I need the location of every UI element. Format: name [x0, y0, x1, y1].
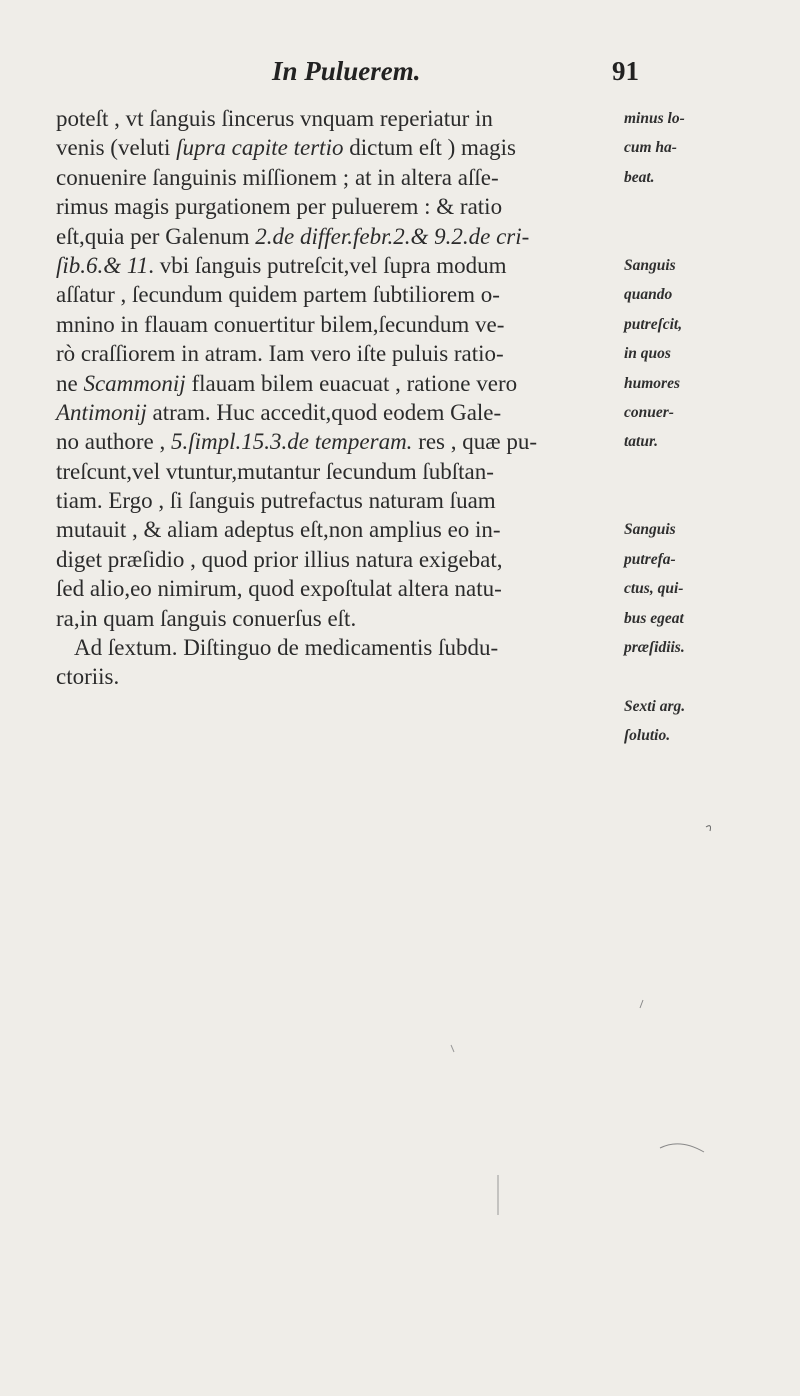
ink-speck	[640, 1000, 643, 1008]
text-line	[56, 339, 622, 368]
italic-citation: Scammonij	[83, 370, 186, 396]
ink-speck	[451, 1045, 454, 1052]
text-segment: rò craſſiorem in atram. Iam vero iſte puluis ratio-	[56, 341, 504, 367]
margin-note-line: humores	[624, 374, 680, 392]
margin-note-line: beat.	[624, 168, 655, 186]
text-line	[56, 104, 622, 133]
text-line	[56, 486, 622, 515]
text-line	[56, 163, 622, 192]
text-segment: ſed alio,eo nimirum, quod expoſtulat altera natu-	[56, 576, 502, 602]
text-line	[56, 222, 622, 251]
margin-note-line: ſolutio.	[624, 727, 671, 745]
text-segment: diget præſidio , quod prior illius natura exigebat,	[56, 546, 503, 572]
text-line	[56, 574, 622, 603]
margin-note-line: Sanguis	[624, 521, 676, 539]
text-segment: Ad ſextum. Diſtinguo de medicamentis ſubdu-	[74, 635, 499, 661]
text-segment: ne	[56, 370, 84, 396]
margin-note-line: quando	[624, 286, 673, 304]
text-segment: dictum eſt ) magis	[343, 135, 516, 161]
text-segment: aſſatur , ſecundum quidem partem ſubtiliorem o-	[56, 282, 500, 308]
margin-note-line: putrefa-	[624, 550, 676, 568]
page-number: 91	[612, 56, 639, 86]
margin-note-line: in quos	[624, 345, 671, 363]
margin-note-line: ctus, qui-	[624, 580, 684, 598]
text-segment: no authore ,	[56, 429, 171, 455]
running-title: In Puluerem.	[272, 56, 421, 86]
margin-note-line: minus lo-	[624, 110, 685, 127]
text-line	[56, 280, 622, 309]
italic-citation: 5.ſimpl.15.3.de temperam.	[170, 429, 413, 455]
text-line	[56, 251, 622, 280]
text-line	[56, 545, 622, 574]
margin-note-line: Sexti arg.	[624, 697, 686, 715]
margin-note-line: Sanguis	[624, 256, 676, 274]
text-line	[56, 604, 622, 633]
margin-note-line: cum ha-	[624, 139, 677, 157]
text-segment: poteſt , vt ſanguis ſincerus vnquam reperiatur in	[56, 106, 493, 131]
margin-notes	[624, 104, 794, 751]
margin-note-line: bus egeat	[624, 609, 684, 627]
text-segment: eſt,quia per Galenum	[56, 223, 256, 249]
text-line	[56, 310, 622, 339]
text-segment: ra,in quam ſanguis conuerſus eſt.	[56, 605, 357, 631]
text-line	[56, 369, 622, 398]
ink-speck	[706, 826, 711, 831]
text-segment: venis (veluti	[56, 135, 177, 161]
ink-speck	[660, 1144, 704, 1152]
text-segment: conuenire ſanguinis miſſionem ; at in altera aſſe-	[56, 164, 499, 190]
text-line	[56, 192, 622, 221]
margin-note-line: præſidiis.	[624, 639, 685, 657]
text-line	[56, 515, 622, 544]
margin-note-line	[624, 192, 794, 221]
text-segment: tiam. Ergo , ſi ſanguis putrefactus naturam ſuam	[56, 488, 496, 514]
text-segment: rimus magis purgationem per puluerem : & ratio	[56, 194, 503, 220]
margin-note-line	[624, 662, 794, 691]
margin-note-line	[624, 457, 794, 486]
main-text-block	[56, 104, 622, 692]
text-line	[56, 427, 622, 456]
margin-note-line	[624, 486, 794, 515]
margin-note-line: conuer-	[624, 403, 674, 421]
text-line	[56, 398, 622, 427]
margin-note-line: tatur.	[624, 433, 659, 451]
text-segment: mutauit , & aliam adeptus eſt,non amplius eo in-	[56, 517, 501, 543]
text-segment: ctoriis.	[56, 664, 120, 690]
text-segment: treſcunt,vel vtuntur,mutantur ſecundum ſubſtan-	[56, 458, 494, 484]
text-line	[56, 133, 622, 162]
margin-note-line: putreſcit,	[624, 315, 683, 333]
text-segment: flauam bilem euacuat , ratione vero	[185, 370, 518, 396]
text-segment: res , quæ pu-	[412, 429, 538, 455]
italic-citation: 2.de differ.febr.2.& 9.2.de cri-	[255, 223, 530, 249]
text-line	[56, 662, 622, 691]
text-line	[56, 457, 622, 486]
text-segment: mnino in flauam conuertitur bilem,ſecundum ve-	[56, 311, 505, 337]
italic-citation: Antimonij	[56, 399, 147, 425]
text-segment: atram. Huc accedit,quod eodem Gale-	[146, 399, 502, 425]
margin-note-line	[624, 222, 794, 251]
italic-citation: ſib.6.& 11	[56, 252, 149, 278]
text-segment: . vbi ſanguis putreſcit,vel ſupra modum	[148, 252, 507, 278]
page-header	[0, 50, 800, 100]
italic-citation: ſupra capite tertio	[176, 135, 344, 161]
text-line	[56, 633, 622, 662]
